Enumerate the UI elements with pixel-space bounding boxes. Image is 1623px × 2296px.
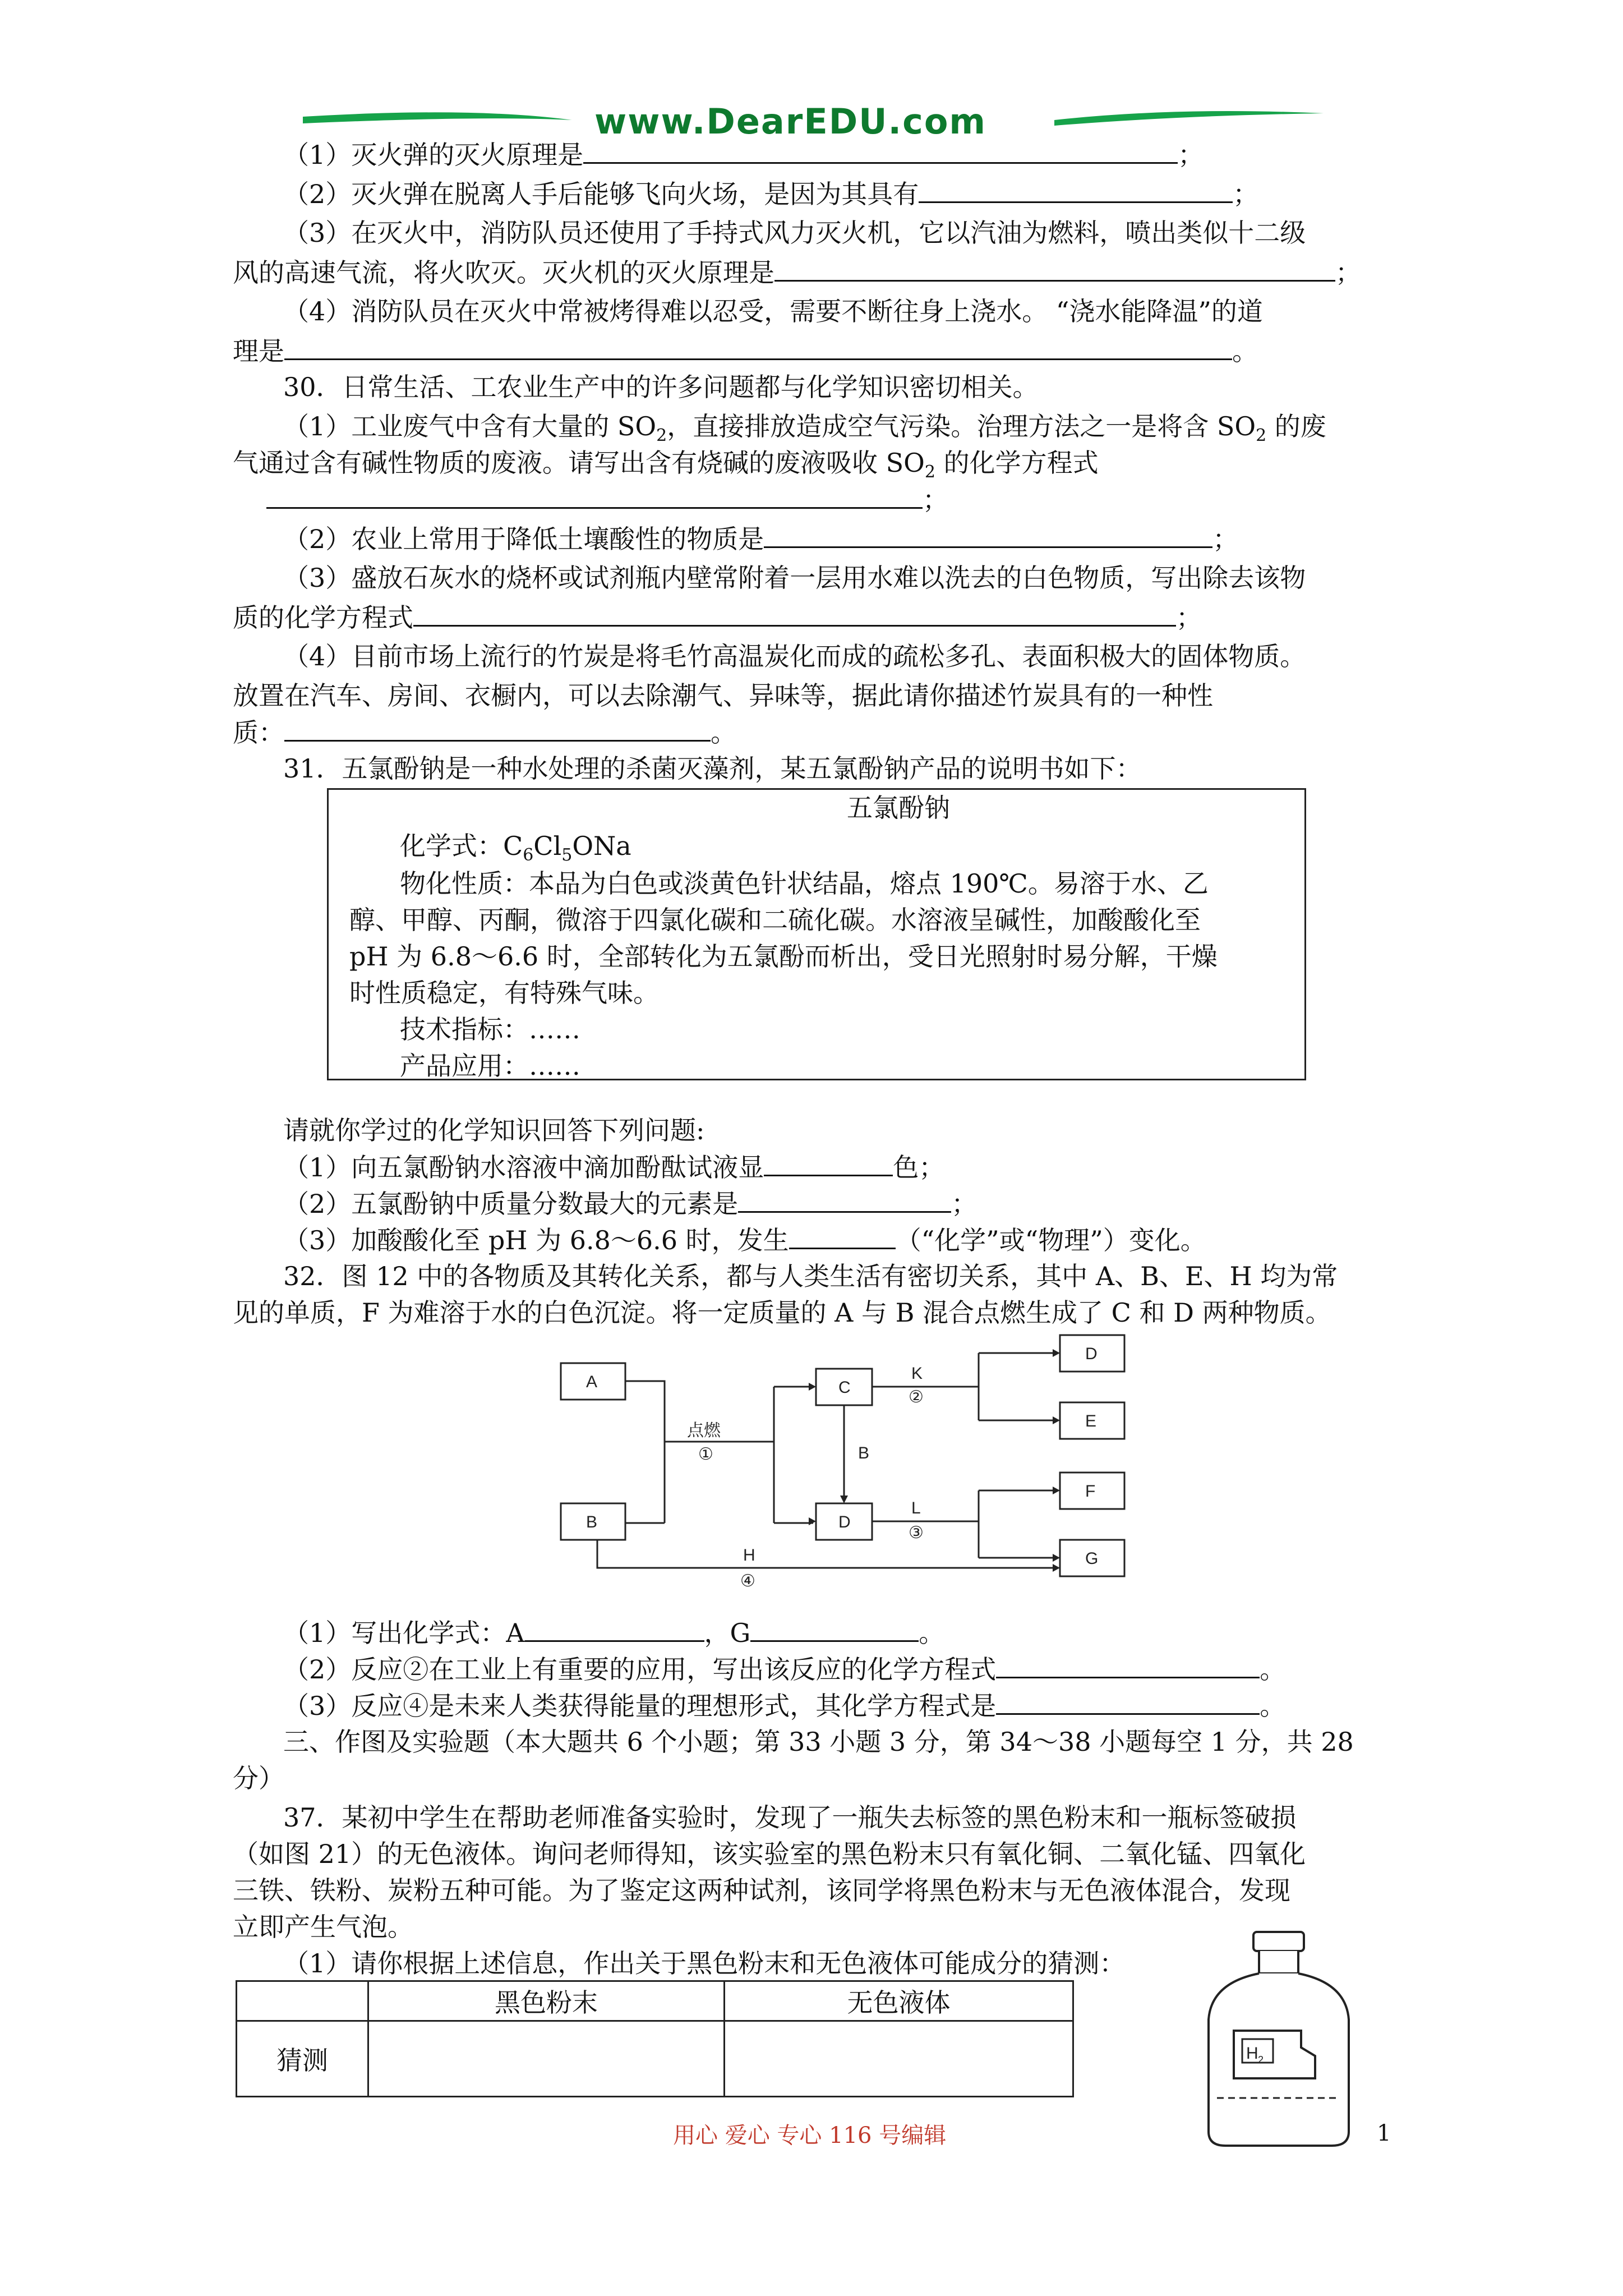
formula-label: 化学式：C [400, 831, 523, 861]
answer-blank[interactable] [996, 1688, 1260, 1715]
answer-blank[interactable] [413, 600, 1176, 627]
q31-a2 [283, 1186, 977, 1221]
label-l: L [911, 1499, 921, 1517]
q31-a1-end: 色； [893, 1152, 945, 1182]
q30-title: 30．日常生活、工农业生产中的许多问题都与化学知识密切相关。 [283, 372, 1039, 402]
q29-line3b [233, 255, 1361, 289]
q31-intro: 请就你学过的化学知识回答下列问题: [283, 1115, 705, 1145]
formula-cl: Cl [533, 831, 562, 861]
q29-line4b [233, 334, 1258, 368]
q31-a1-text: （1）向五氯酚钠水溶液中滴加酚酞试液显 [283, 1152, 764, 1182]
q31-a2-text: （2）五氯酚钠中质量分数最大的元素是 [283, 1189, 739, 1219]
section3-line2: 分） [233, 1763, 284, 1793]
answer-blank[interactable] [750, 1616, 919, 1642]
q30-l2-text: （2）农业上常用于降低土壤酸性的物质是 [283, 524, 764, 554]
label-c: C [838, 1378, 851, 1397]
q30-line4c [233, 715, 736, 749]
site-title[interactable]: www.DearEDU.com [594, 101, 987, 142]
answer-blank[interactable] [919, 177, 1233, 203]
label-d-top: D [1085, 1345, 1098, 1363]
q30-line4a: （4）目前市场上流行的竹炭是将毛竹高温炭化而成的疏松多孔、表面积极大的固体物质。 [283, 641, 1306, 671]
q32-a1-pre: （1）写出化学式：A [283, 1618, 525, 1648]
product-prop1: 物化性质：本品为白色或淡黄色针状结晶，熔点 190℃。易溶于水、乙 [400, 868, 1209, 899]
label-r3: ③ [909, 1524, 924, 1542]
label-k: K [911, 1364, 923, 1383]
q29-l4-end: 。 [1232, 336, 1258, 366]
q30-l1a-post: 的废 [1266, 411, 1326, 441]
q30-line2 [283, 522, 1238, 556]
answer-blank[interactable] [525, 1616, 704, 1642]
q31-a1 [283, 1150, 944, 1184]
section3-line1: 三、作图及实验题（本大题共 6 个小题；第 33 小题 3 分，第 34～38 小题每空 1 分，共 28 [283, 1727, 1354, 1757]
q30-l1b-post: 的化学方程式 [935, 448, 1099, 478]
subscript: 2 [1256, 426, 1267, 446]
label-h: H [743, 1546, 755, 1565]
q32-line2: 见的单质，F 为难溶于水的白色沉淀。将一定质量的 A 与 B 混合点燃生成了 C 和 D 两种物质。 [233, 1297, 1331, 1328]
q32-a3-text: （3）反应④是未来人类获得能量的理想形式，其化学方程式是 [283, 1691, 997, 1721]
q30-l1-end: ； [923, 485, 948, 515]
answer-blank[interactable] [789, 1223, 896, 1249]
guess-black-powder-cell[interactable] [368, 2021, 725, 2097]
answer-blank[interactable] [738, 1186, 951, 1213]
bottle-stopper [1253, 1932, 1304, 1951]
answer-blank[interactable] [764, 1150, 893, 1176]
q31-a3-text: （3）加酸酸化至 pH 为 6.8～6.6 时，发生 [283, 1225, 789, 1255]
table-row-label: 猜测 [237, 2021, 368, 2097]
page-number: 1 [1377, 2120, 1391, 2146]
q31-a3-end: （“化学”或“物理”）变化。 [895, 1225, 1206, 1255]
edge-a [625, 1381, 665, 1523]
table-corner-cell [237, 1981, 368, 2021]
q31-title: 31．五氯酚钠是一种水处理的杀菌灭藻剂，某五氯酚钠产品的说明书如下： [283, 753, 1142, 784]
label-b-mid: B [858, 1444, 870, 1462]
subscript: 2 [924, 462, 935, 482]
q29-l1-text: （1）灭火弹的灭火原理是 [283, 140, 584, 170]
answer-blank[interactable] [266, 482, 923, 509]
q32-a3-end: 。 [1260, 1691, 1286, 1721]
reagent-bottle-figure [1195, 1930, 1363, 2148]
q30-l4-end: 。 [711, 717, 736, 748]
q30-line3a: （3）盛放石灰水的烧杯或试剂瓶内壁常附着一层用水难以洗去的白色物质，写出除去该物 [283, 563, 1306, 593]
q29-line1 [283, 137, 1204, 172]
q30-l1b-pre: 气通过含有碱性物质的废液。请写出含有烧碱的废液吸收 SO [233, 448, 925, 478]
q37-line2: （如图 21）的无色液体。询问老师得知，该实验室的黑色粉末只有氧化铜、二氧化锰、四氧化 [233, 1839, 1306, 1869]
label-r4: ④ [740, 1572, 755, 1590]
q30-l3b-text: 质的化学方程式 [233, 602, 413, 633]
q32-a1-mid: ，G [704, 1618, 751, 1648]
answer-blank[interactable] [583, 137, 1178, 164]
label-a: A [586, 1373, 598, 1391]
product-prop2: 醇、甲醇、丙酮，微溶于四氯化碳和二硫化碳。水溶液呈碱性，加酸酸化至 [349, 905, 1201, 935]
product-box-title: 五氯酚钠 [847, 793, 950, 823]
q32-a2-text: （2）反应②在工业上有重要的应用，写出该反应的化学方程式 [283, 1654, 997, 1685]
guess-table [236, 1980, 1074, 2097]
reaction-diagram [555, 1329, 1144, 1610]
table-header-colorless-liquid: 无色液体 [725, 1981, 1073, 2021]
q29-l2-text: （2）灭火弹在脱离人手后能够飞向火场，是因为其具有 [283, 179, 919, 209]
q32-a2-end: 。 [1260, 1654, 1286, 1685]
q32-a1-end: 。 [919, 1618, 945, 1648]
subscript: 5 [561, 845, 573, 866]
label-f: F [1085, 1482, 1096, 1501]
q29-line3a: （3）在灭火中，消防队员还使用了手持式风力灭火机，它以汽油为燃料，喷出类似十二级 [283, 218, 1306, 248]
q29-line2 [283, 177, 1258, 211]
product-formula [400, 829, 631, 866]
q30-l1a-mid: ，直接排放造成空气污染。治理方法之一是将含 SO [667, 411, 1256, 441]
answer-blank[interactable] [774, 255, 1335, 282]
bottle-label-sub: 2 [1258, 2054, 1264, 2065]
q29-l2-end: ； [1233, 179, 1259, 209]
q30-l2-end: ； [1212, 524, 1239, 554]
label-e: E [1085, 1412, 1097, 1430]
product-tech: 技术指标：…… [400, 1014, 580, 1045]
guess-colorless-liquid-cell[interactable] [725, 2021, 1073, 2097]
q32-a1 [283, 1616, 944, 1650]
header-swoosh-left [303, 112, 572, 123]
q32-a2 [283, 1652, 1285, 1686]
answer-blank[interactable] [284, 334, 1232, 360]
subscript: 6 [523, 845, 534, 866]
q30-line3b [233, 600, 1202, 634]
q30-line1a [283, 409, 1326, 446]
product-prop3: pH 为 6.8～6.6 时，全部转化为五氯酚而析出，受日光照射时易分解，干燥 [349, 941, 1218, 972]
answer-blank[interactable] [284, 715, 711, 742]
label-r1: ① [698, 1445, 713, 1464]
table-row [237, 2021, 1073, 2097]
q29-l1-end: ； [1178, 140, 1204, 170]
table-header-black-powder: 黑色粉末 [368, 1981, 725, 2021]
answer-blank[interactable] [996, 1652, 1260, 1678]
q37-line5: （1）请你根据上述信息，作出关于黑色粉末和无色液体可能成分的猜测： [283, 1948, 1126, 1978]
q30-line4b: 放置在汽车、房间、衣橱内，可以去除潮气、异味等，据此请你描述竹炭具有的一种性 [233, 680, 1213, 711]
q29-l4b-text: 理是 [233, 336, 284, 366]
label-ignite: 点燃 [687, 1421, 721, 1440]
subscript: 2 [656, 426, 667, 446]
q30-l4c-text: 质： [233, 717, 284, 748]
q32-a3 [283, 1688, 1285, 1723]
q37-line1: 37．某初中学生在帮助老师准备实验时，发现了一瓶失去标签的黑色粉末和一瓶标签破损 [283, 1802, 1297, 1833]
q32-line1: 32．图 12 中的各物质及其转化关系，都与人类生活有密切关系，其中 A、B、E、H 均为常 [283, 1261, 1338, 1291]
label-d-mid: D [838, 1513, 851, 1531]
q37-line4: 立即产生气泡。 [233, 1912, 413, 1942]
table-header-row [237, 1981, 1073, 2021]
edge-h [597, 1540, 1057, 1568]
header-swoosh-right [1054, 111, 1324, 126]
q29-line4a: （4）消防队员在灭火中常被烤得难以忍受，需要不断往身上浇水。 “浇水能降温”的道 [283, 296, 1263, 326]
q37-line3: 三铁、铁粉、炭粉五种可能。为了鉴定这两种试剂，该同学将黑色粉末与无色液体混合，发现 [233, 1875, 1290, 1906]
q30-l1a-pre: （1）工业废气中含有大量的 SO [283, 411, 657, 441]
formula-rest: ONa [572, 831, 631, 861]
label-b: B [586, 1513, 598, 1531]
q30-line1c [266, 482, 948, 517]
footer-text: 用心 爱心 专心 116 号编辑 [673, 2123, 947, 2148]
q29-l3b-text: 风的高速气流，将火吹灭。灭火机的灭火原理是 [233, 257, 774, 288]
label-g: G [1085, 1549, 1099, 1568]
q30-l3-end: ； [1176, 602, 1202, 633]
product-prop4: 时性质稳定，有特殊气味。 [349, 978, 659, 1008]
bottle-neck [1259, 1951, 1298, 1973]
q29-l3-end: ； [1335, 257, 1361, 288]
q30-line1b [233, 446, 1099, 480]
answer-blank[interactable] [764, 522, 1212, 548]
q31-a2-end: ； [951, 1189, 978, 1219]
q31-a3 [283, 1223, 1206, 1257]
bottle-label-h: H [1246, 2044, 1258, 2063]
product-app: 产品应用：…… [400, 1051, 580, 1081]
label-r2: ② [909, 1388, 924, 1406]
